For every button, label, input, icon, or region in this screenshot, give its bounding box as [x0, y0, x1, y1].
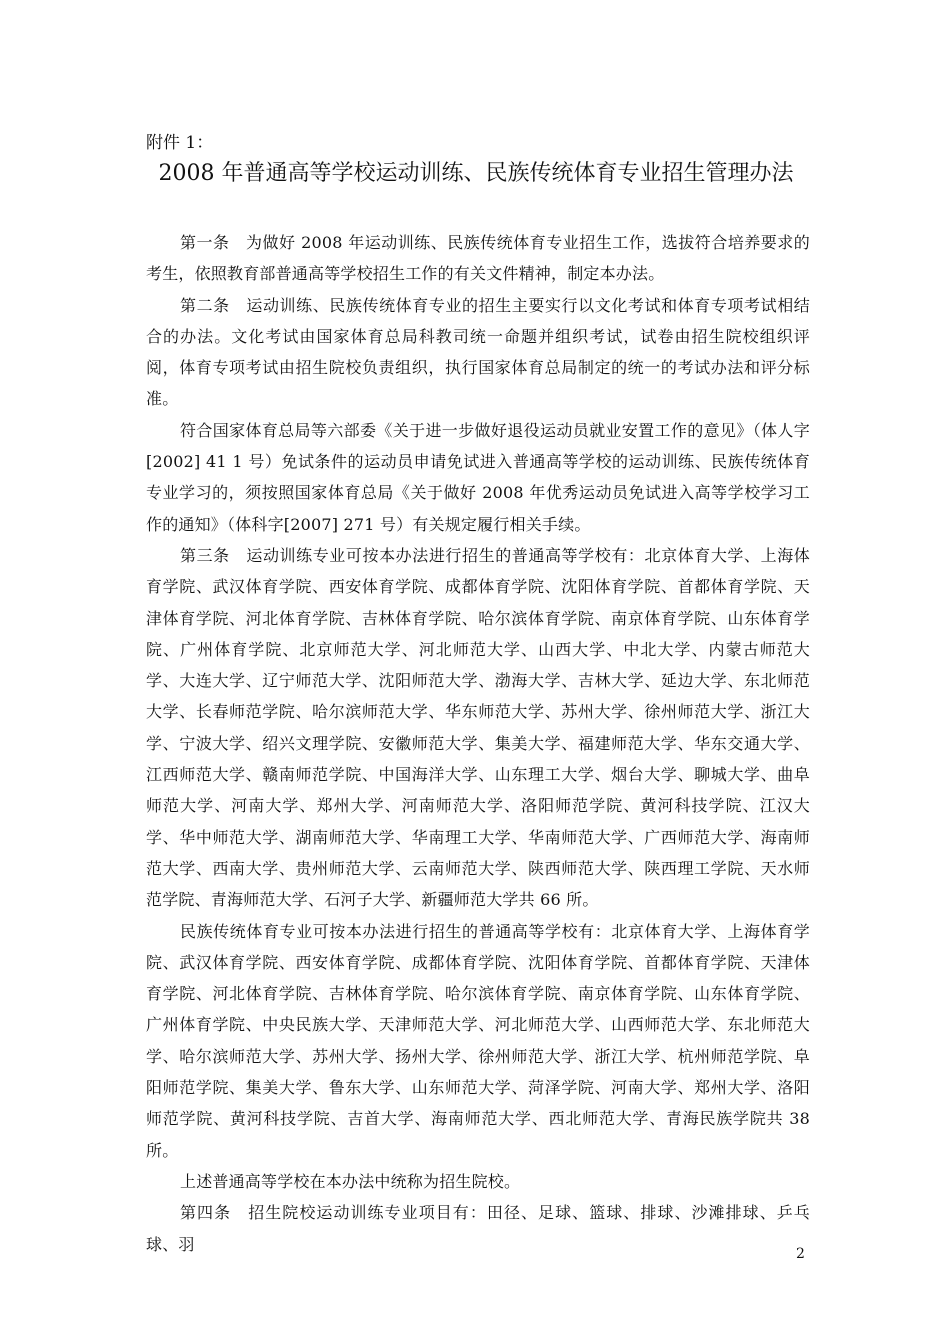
page-number: 2	[796, 1246, 805, 1262]
paragraph-exemption: 符合国家体育总局等六部委《关于进一步做好退役运动员就业安置工作的意见》（体人字[2002] 41 1 号）免试条件的运动员申请免试进入普通高等学校的运动训练、民族传统体育专业学习的，须按照国家体育总局《关于做好 2008 年优秀运动员免试进入高等学校学习工作的通知》（体科字[2007] 271 号）有关规定履行相关手续。	[146, 420, 810, 534]
paragraph-article-3: 第三条 运动训练专业可按本办法进行招生的普通高等学校有：北京体育大学、上海体育学院、武汉体育学院、西安体育学院、成都体育学院、沈阳体育学院、首都体育学院、天津体育学院、河北体育学院、吉林体育学院、哈尔滨体育学院、南京体育学院、山东体育学院、广州体育学院、北京师范大学、河北师范大学、山西大学、中北大学、内蒙古师范大学、大连大学、辽宁师范大学、沈阳师范大学、渤海大学、吉林大学、延边大学、东北师范大学、长春师范学院、哈尔滨师范大学、华东师范大学、苏州大学、徐州师范大学、浙江大学、宁波大学、绍兴文理学院、安徽师范大学、集美大学、福建师范大学、华东交通大学、江西师范大学、赣南师范学院、中国海洋大学、山东理工大学、烟台大学、聊城大学、曲阜师范大学、河南大学、郑州大学、河南师范大学、洛阳师范学院、黄河科技学院、江汉大学、华中师范大学、湖南师范大学、华南理工大学、华南师范大学、广西师范大学、海南师范大学、西南大学、贵州师范大学、云南师范大学、陕西师范大学、陕西理工学院、天水师范学院、青海师范大学、石河子大学、新疆师范大学共 66 所。	[146, 545, 810, 910]
paragraph-article-2: 第二条 运动训练、民族传统体育专业的招生主要实行以文化考试和体育专项考试相结合的办法。文化考试由国家体育总局科教司统一命题并组织考试，试卷由招生院校组织评阅，体育专项考试由招生院校负责组织，执行国家体育总局制定的统一的考试办法和评分标准。	[146, 295, 810, 409]
attachment-label: 附件 1：	[146, 133, 214, 153]
paragraph-article-1: 第一条 为做好 2008 年运动训练、民族传统体育专业招生工作，选拔符合培养要求的考生，依照教育部普通高等学校招生工作的有关文件精神，制定本办法。	[146, 233, 810, 284]
paragraph-traditional-sports: 民族传统体育专业可按本办法进行招生的普通高等学校有：北京体育大学、上海体育学院、武汉体育学院、西安体育学院、成都体育学院、沈阳体育学院、首都体育学院、天津体育学院、河北体育学院、吉林体育学院、哈尔滨体育学院、南京体育学院、山东体育学院、广州体育学院、中央民族大学、天津师范大学、河北师范大学、山西师范大学、东北师范大学、哈尔滨师范大学、苏州大学、扬州大学、徐州师范大学、浙江大学、杭州师范学院、阜阳师范学院、集美大学、鲁东大学、山东师范大学、菏泽学院、河南大学、郑州大学、洛阳师范学院、黄河科技学院、吉首大学、海南师范大学、西北师范大学、青海民族学院共 38 所。	[146, 921, 810, 1160]
document-title: 2008 年普通高等学校运动训练、民族传统体育专业招生管理办法	[158, 161, 794, 186]
document-body	[146, 227, 810, 1260]
paragraph-summary: 上述普通高等学校在本办法中统称为招生院校。	[180, 1171, 521, 1191]
paragraph-article-4: 第四条 招生院校运动训练专业项目有：田径、足球、篮球、排球、沙滩排球、乒乓球、羽	[146, 1203, 810, 1254]
